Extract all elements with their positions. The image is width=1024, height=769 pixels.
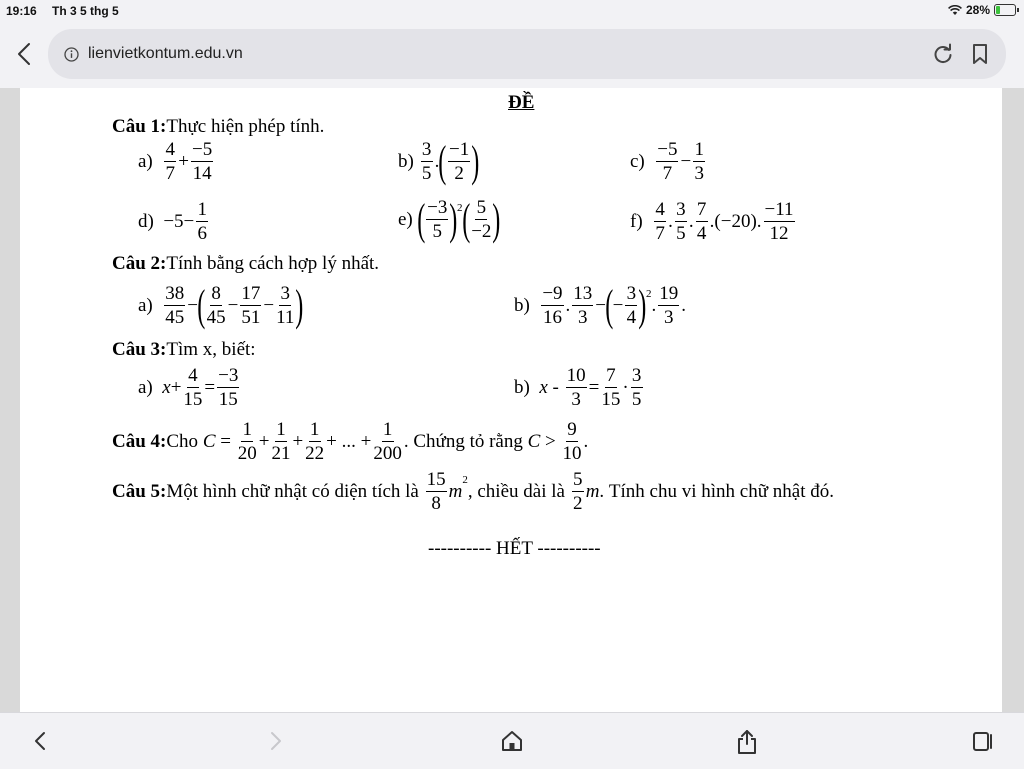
q1-part-e: e) ( $\frac{-3}{5}$ ) 2 ( $\frac{5}{-2}$ ) <box>398 195 501 244</box>
status-date: Th 3 5 thg 5 <box>52 4 119 18</box>
question-5: Câu 5: Một hình chữ nhật có diện tích là $\frac{15}{8}$ m 2 , chiều dài là $\frac{5}{2}$ m . Tính chu vi hình chữ nhật đó. <box>112 469 834 514</box>
q1-part-d: d) −5− $\frac{1}{6}$ <box>138 199 208 244</box>
bookmark-icon[interactable] <box>970 43 990 65</box>
question-1-text: Thực hiện phép tính. <box>166 116 325 137</box>
url-text[interactable]: lienvietkontum.edu.vn <box>88 45 243 62</box>
question-1-label: Câu 1: <box>112 116 167 137</box>
battery-icon <box>994 4 1016 16</box>
info-icon[interactable] <box>64 47 79 62</box>
back-chevron-icon[interactable] <box>10 38 38 70</box>
bottom-toolbar <box>0 712 1024 769</box>
question-4-label: Câu 4: <box>112 430 167 452</box>
status-time: 19:16 <box>6 4 37 18</box>
document-page[interactable] <box>20 88 1002 712</box>
q1-part-f: f) $\frac{4}{7}$ . $\frac{3}{5}$ . $\frac{7}{4}$ .(−20). $\frac{-11}{12}$ <box>630 199 794 244</box>
end-marker: ---------- HẾT ---------- <box>428 538 601 559</box>
q1-part-c: c) $\frac{-5}{7}$ − $\frac{1}{3}$ <box>630 139 704 184</box>
home-icon[interactable] <box>500 729 524 753</box>
q2-part-b: b) $\frac{-9}{16}$ . $\frac{13}{3}$ − ( − $\frac{3}{4}$ ) 2 . $\frac{19}{3}$ . <box>514 281 687 330</box>
q1-part-b: b) $\frac{3}{5}$ . ( $\frac{-1}{2}$ ) <box>398 137 480 186</box>
tabs-icon[interactable] <box>972 729 994 753</box>
question-3-text: Tìm x, biết: <box>166 339 256 360</box>
question-4-text-b: . Chứng tỏ rằng <box>403 430 523 452</box>
battery-percent: 28% <box>965 3 990 17</box>
reload-icon[interactable] <box>932 43 954 65</box>
question-5-text-a: Một hình chữ nhật có diện tích là <box>166 480 419 502</box>
question-5-text-c: Tính chu vi hình chữ nhật đó. <box>608 480 834 502</box>
forward-icon[interactable] <box>266 729 286 753</box>
status-bar <box>0 0 1024 22</box>
question-5-label: Câu 5: <box>112 480 167 502</box>
browser-toolbar <box>0 22 1024 88</box>
back-icon[interactable] <box>30 729 50 753</box>
q2-part-a: a) $\frac{38}{45}$ − ( $\frac{8}{45}$ − $\frac{17}{51}$ − $\frac{3}{11}$ ) <box>138 281 304 330</box>
wifi-icon <box>948 5 962 16</box>
question-2-label: Câu 2: <box>112 253 167 274</box>
question-2-heading <box>112 253 379 275</box>
q1-part-a: a) $\frac{4}{7}$ + $\frac{-5}{14}$ <box>138 139 213 184</box>
q3-part-b: b) x - $\frac{10}{3}$ = $\frac{7}{15}$ · $\frac{3}{5}$ <box>514 365 642 410</box>
address-bar[interactable] <box>48 29 1006 79</box>
question-3-heading <box>112 339 256 361</box>
question-3-label: Câu 3: <box>112 339 167 360</box>
question-2-text: Tính bằng cách hợp lý nhất. <box>166 253 380 274</box>
doc-title: ĐỀ <box>508 92 535 113</box>
exam-document <box>20 88 1002 712</box>
question-4-text-a: Cho <box>166 430 199 452</box>
share-icon[interactable] <box>736 729 758 755</box>
question-5-text-b: , chiều dài là <box>467 480 565 502</box>
question-1-heading <box>112 116 324 138</box>
q3-part-a: a) x + $\frac{4}{15}$ = $\frac{-3}{15}$ <box>138 365 239 410</box>
question-4: Câu 4: Cho C = $\frac{1}{20}$ + $\frac{1}{21}$ + $\frac{1}{22}$ + ... + $\frac{1}{200}$ . Chứng tỏ rằng C > $\frac{9}{10}$ . <box>112 419 589 464</box>
